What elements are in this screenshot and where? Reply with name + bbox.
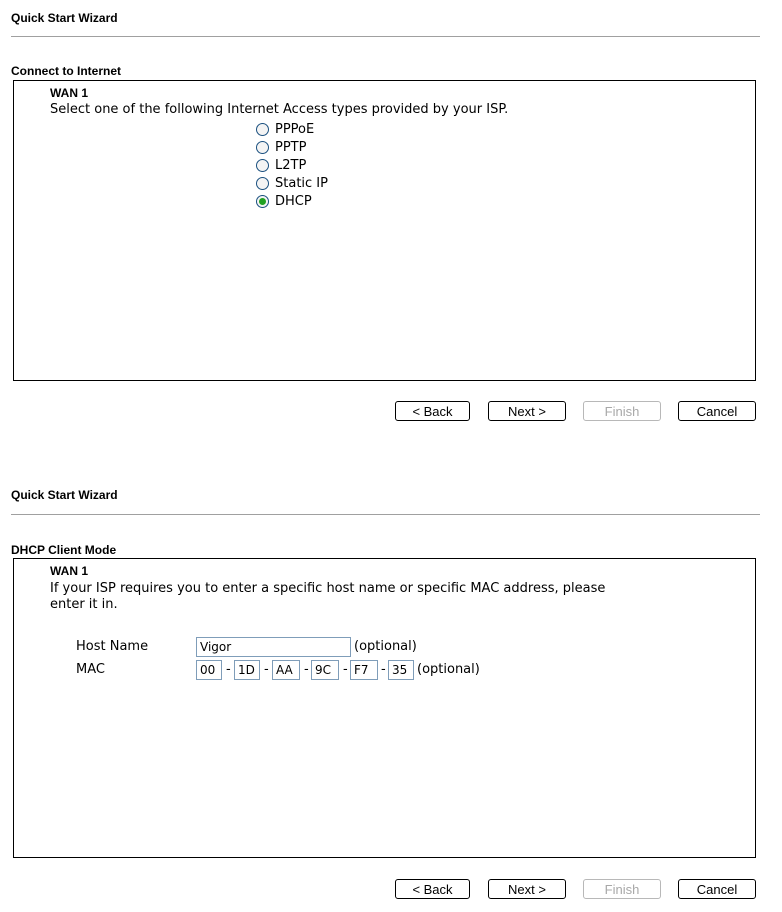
- next-button[interactable]: Next >: [488, 401, 566, 421]
- host-name-input[interactable]: [196, 637, 351, 657]
- radio-static-ip[interactable]: [256, 174, 328, 192]
- dhcp-panel: [13, 558, 756, 858]
- radio-button-selected[interactable]: [256, 195, 269, 208]
- radio-button[interactable]: [256, 177, 269, 190]
- wizard-title: Quick Start Wizard: [11, 11, 118, 25]
- mac-octet-2-input[interactable]: [234, 660, 260, 680]
- mac-separator: -: [304, 662, 309, 677]
- mac-separator: -: [226, 662, 231, 677]
- radio-label: PPTP: [275, 139, 307, 155]
- radio-label: L2TP: [275, 157, 307, 173]
- wan-label: WAN 1: [50, 86, 89, 100]
- mac-octet-1-input[interactable]: [196, 660, 222, 680]
- optional-hint: (optional): [354, 639, 417, 654]
- next-button[interactable]: Next >: [488, 879, 566, 899]
- mac-octet-4-input[interactable]: [311, 660, 339, 680]
- radio-label: DHCP: [275, 193, 312, 209]
- wan-label: WAN 1: [50, 564, 89, 578]
- back-button[interactable]: < Back: [395, 879, 470, 899]
- radio-l2tp[interactable]: [256, 156, 306, 174]
- radio-dhcp[interactable]: [256, 192, 312, 210]
- mac-separator: -: [381, 662, 386, 677]
- instruction-text: Select one of the following Internet Access types provided by your ISP.: [50, 102, 509, 117]
- mac-separator: -: [343, 662, 348, 677]
- radio-pptp[interactable]: [256, 138, 306, 156]
- host-name-label: Host Name: [76, 639, 149, 654]
- finish-button: Finish: [583, 401, 661, 421]
- radio-button[interactable]: [256, 123, 269, 136]
- radio-button[interactable]: [256, 159, 269, 172]
- title-divider: [11, 514, 760, 515]
- mac-label: MAC: [76, 662, 105, 677]
- optional-hint: (optional): [417, 662, 480, 677]
- mac-octet-6-input[interactable]: [388, 660, 414, 680]
- title-divider: [11, 36, 760, 37]
- instruction-text-line1: If your ISP requires you to enter a specific host name or specific MAC address, please: [50, 581, 606, 596]
- mac-octet-3-input[interactable]: [272, 660, 300, 680]
- finish-button: Finish: [583, 879, 661, 899]
- back-button[interactable]: < Back: [395, 401, 470, 421]
- radio-pppoe[interactable]: [256, 120, 314, 138]
- instruction-text-line2: enter it in.: [50, 597, 118, 612]
- section-title: DHCP Client Mode: [11, 543, 117, 557]
- mac-octet-5-input[interactable]: [350, 660, 378, 680]
- radio-label: PPPoE: [275, 121, 315, 137]
- radio-button[interactable]: [256, 141, 269, 154]
- connect-panel: [13, 80, 756, 381]
- section-title: Connect to Internet: [11, 64, 121, 78]
- wizard-title: Quick Start Wizard: [11, 488, 118, 502]
- radio-label: Static IP: [275, 175, 328, 191]
- cancel-button[interactable]: Cancel: [678, 879, 756, 899]
- cancel-button[interactable]: Cancel: [678, 401, 756, 421]
- mac-separator: -: [264, 662, 269, 677]
